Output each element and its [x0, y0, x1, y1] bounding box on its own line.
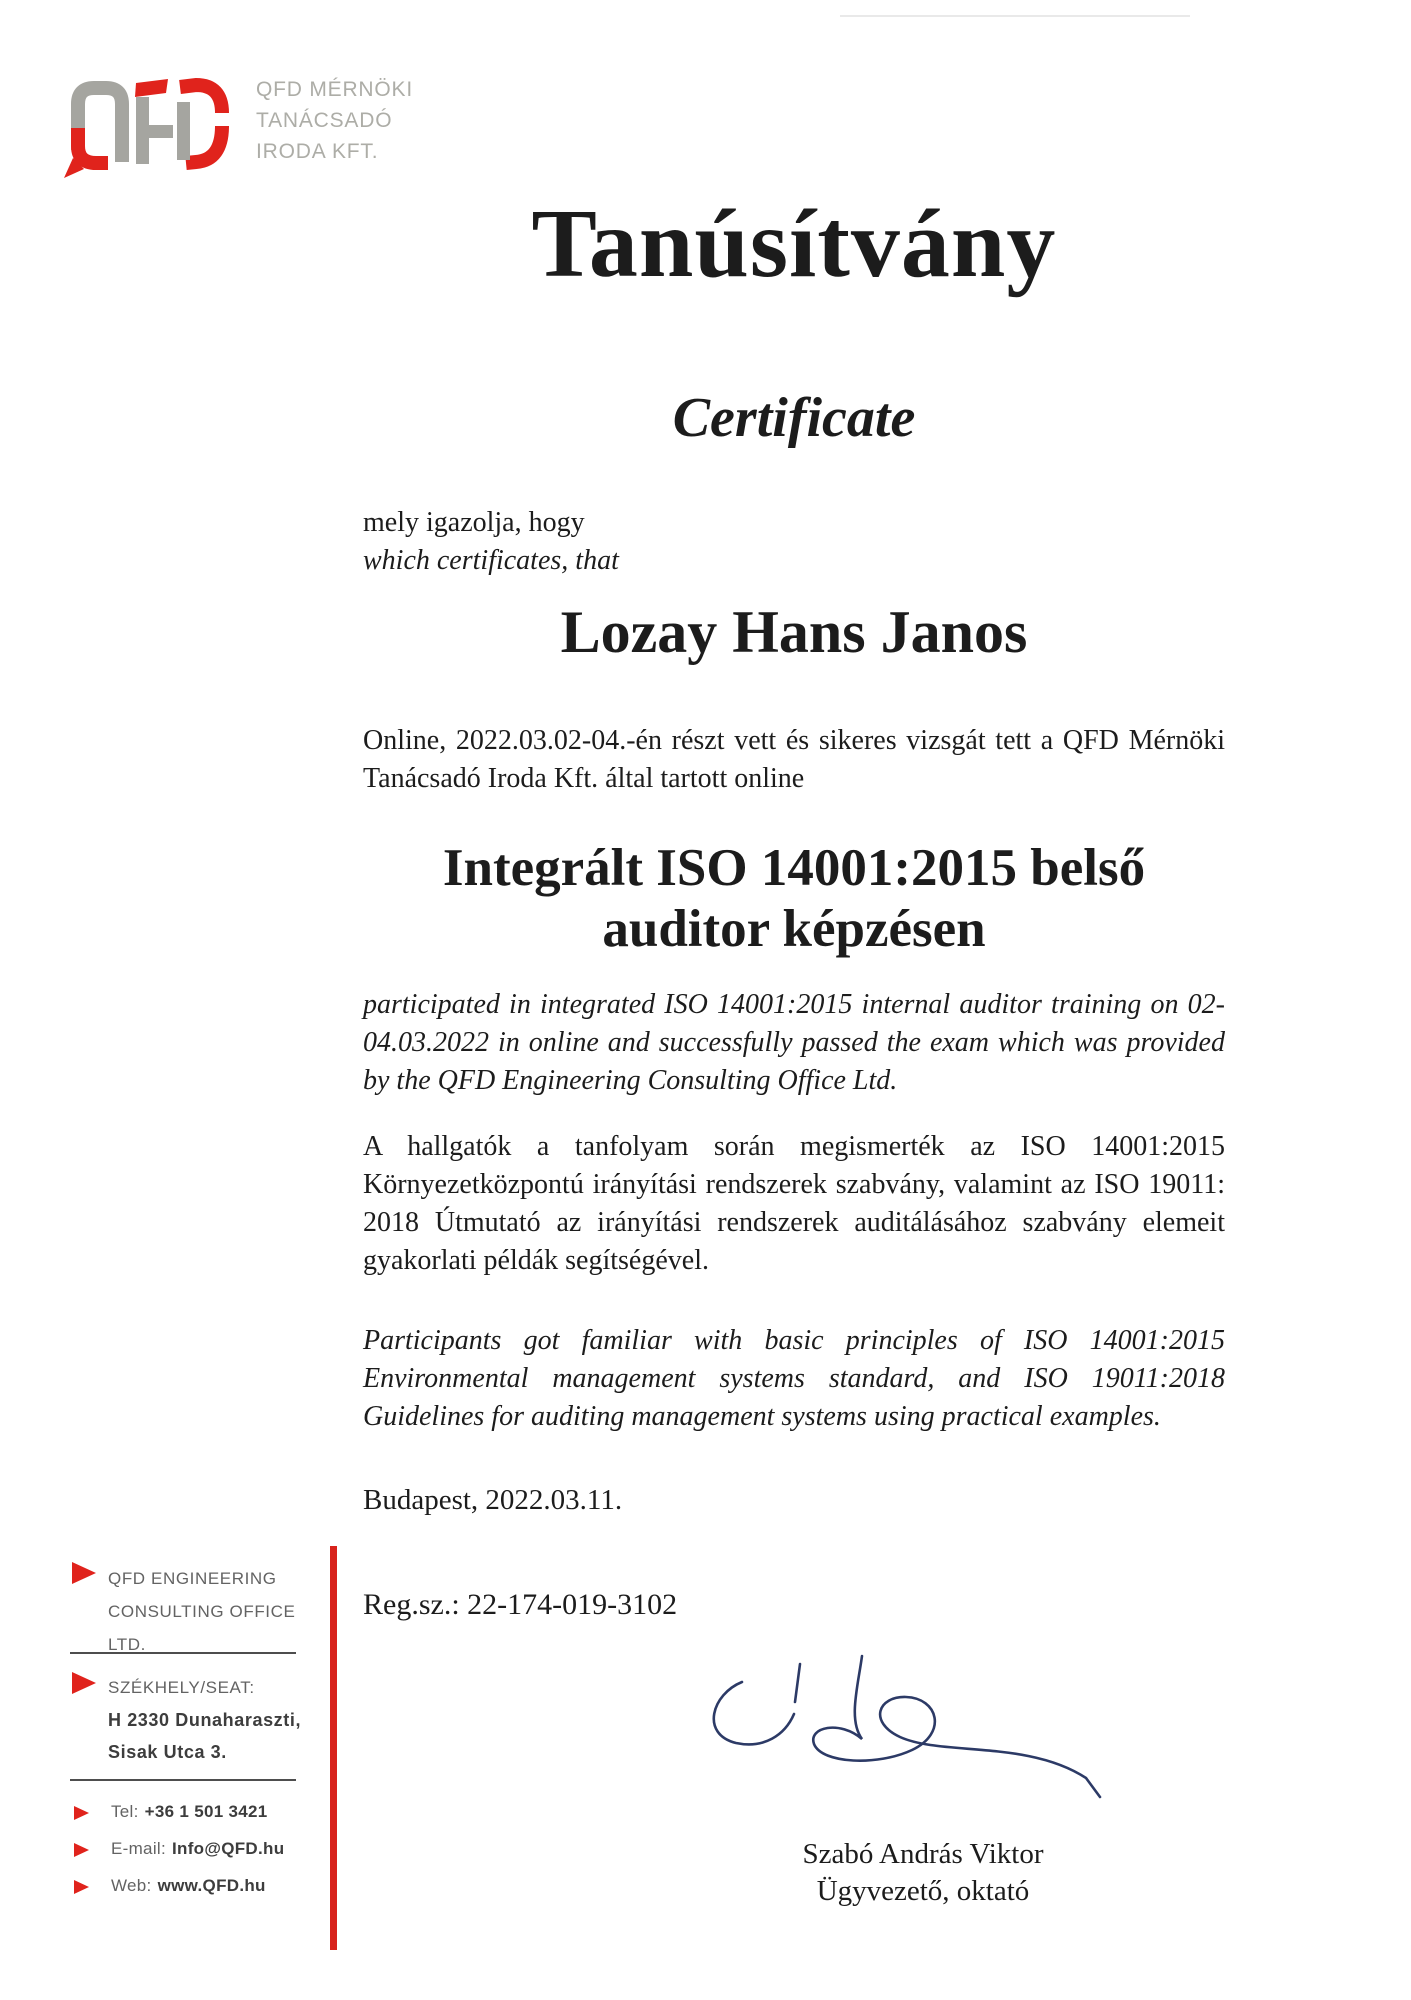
contact-label: Web:	[111, 1876, 152, 1895]
sidebar-divider	[70, 1779, 296, 1781]
course-title	[363, 838, 1225, 960]
paragraph-online-hu: Online, 2022.03.02-04.-én részt vett és sikeres vizsgát tett a QFD Mérnöki Tanácsadó Iroda Kft. által tartott online	[363, 725, 1225, 794]
sidebar-company-block	[72, 1562, 322, 1661]
logo-company-name	[256, 74, 413, 167]
logo-company-line: TANÁCSADÓ	[256, 109, 393, 132]
sidebar-company-line: CONSULTING OFFICE LTD.	[108, 1602, 296, 1654]
signer-name: Szabó András Viktor	[802, 1838, 1044, 1870]
contact-row-email	[74, 1839, 284, 1859]
seat-label: SZÉKHELY/SEAT:	[108, 1678, 255, 1697]
logo-company-line: QFD MÉRNÖKI	[256, 78, 413, 101]
seat-address-line: Sisak Utca 3.	[108, 1742, 227, 1762]
sidebar-contacts-block	[74, 1802, 284, 1913]
certificate-title-en: Certificate	[672, 387, 916, 449]
contact-label: E-mail:	[111, 1839, 166, 1858]
paragraph-participated-en: participated in integrated ISO 14001:2015 internal auditor training on 02-04.03.2022 in online and successfully passed the exam which was provided by the QFD Engineering Consulting Office Ltd.	[363, 989, 1225, 1096]
sidebar-seat-text	[108, 1672, 301, 1768]
course-title-line: Integrált ISO 14001:2015 belső	[442, 839, 1146, 897]
recipient-name: Lozay Hans Janos	[560, 599, 1028, 665]
intro-line-hu: mely igazolja, hogy	[363, 507, 585, 538]
red-arrow-icon	[72, 1562, 96, 1584]
seat-address-line: H 2330 Dunaharaszti,	[108, 1710, 302, 1730]
signer-title: Ügyvezető, oktató	[816, 1875, 1030, 1907]
red-vertical-divider	[330, 1546, 337, 1950]
contact-row-web	[74, 1876, 284, 1896]
course-title-line: auditor képzésen	[602, 900, 986, 958]
sidebar-company-line: QFD ENGINEERING	[108, 1569, 277, 1588]
intro-line-en: which certificates, that	[363, 545, 619, 576]
signer-block	[723, 1836, 1123, 1910]
paragraph-description-en: Participants got familiar with basic principles of ISO 14001:2015 Environmental management systems standard, and ISO 19011:2018 Guidelines for auditing management systems using practical examples.	[363, 1325, 1225, 1432]
date-line: Budapest, 2022.03.11.	[363, 1484, 623, 1516]
sidebar-company-name	[108, 1562, 322, 1661]
red-arrow-icon	[74, 1843, 89, 1857]
contact-value: +36 1 501 3421	[144, 1802, 268, 1821]
contact-row-tel	[74, 1802, 284, 1822]
intro-block	[363, 504, 1225, 580]
certificate-title-hu: Tanúsítvány	[531, 190, 1057, 298]
red-arrow-icon	[74, 1880, 89, 1894]
sidebar-divider	[70, 1652, 296, 1654]
registration-number: Reg.sz.: 22-174-019-3102	[363, 1588, 678, 1621]
scan-artifact-line	[840, 15, 1190, 17]
contact-value: Info@QFD.hu	[172, 1839, 285, 1858]
paragraph-description-hu: A hallgatók a tanfolyam során megismerték az ISO 14001:2015 Környezetközpontú irányítási rendszerek szabvány, valamint az ISO 19011: 2018 Útmutató az irányítási rendszerek auditálásához szabvány elemeit gyakorlati példák segítségével.	[363, 1131, 1225, 1276]
contact-value: www.QFD.hu	[157, 1876, 266, 1895]
qfd-logo-icon	[56, 66, 246, 188]
logo-company-line: IRODA KFT.	[256, 140, 379, 163]
sidebar-seat-block	[72, 1672, 322, 1768]
red-arrow-icon	[72, 1672, 96, 1694]
handwritten-signature	[690, 1642, 1130, 1812]
red-arrow-icon	[74, 1806, 89, 1820]
contact-label: Tel:	[111, 1802, 139, 1821]
